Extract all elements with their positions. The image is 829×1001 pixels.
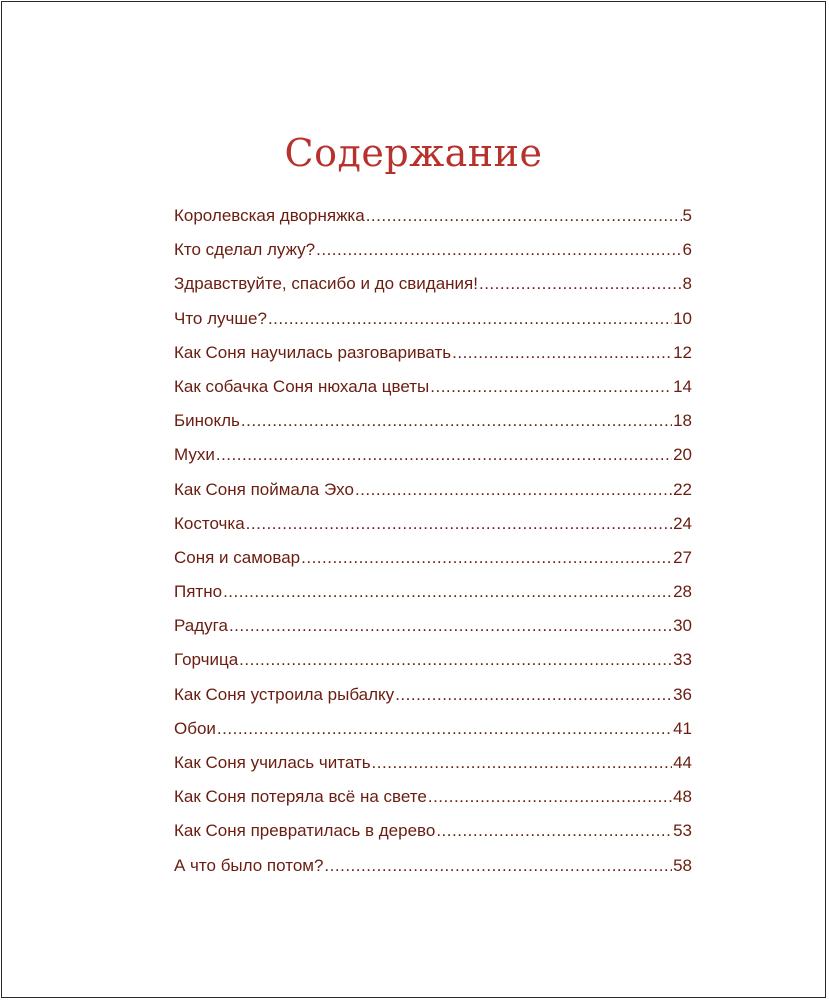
toc-entry: [174, 337, 692, 371]
toc-entry-title: Радуга: [174, 616, 228, 636]
dot-leader: [430, 377, 672, 397]
page-title: Содержание: [284, 131, 543, 175]
dot-leader: [217, 719, 672, 739]
dot-leader: [479, 274, 682, 294]
toc-entry: [174, 200, 692, 234]
toc-entry-title: Соня и самовар: [174, 547, 301, 567]
dot-leader: [324, 856, 672, 876]
toc-entry-page: 36: [673, 684, 692, 704]
toc-entry-page: 10: [673, 308, 692, 328]
toc-entry: [174, 576, 692, 610]
toc-entry: [174, 815, 692, 849]
toc-entry: [174, 234, 692, 268]
toc-entry-title: Косточка: [174, 513, 245, 533]
toc-entry: [174, 439, 692, 473]
toc-entry-title: Обои: [174, 718, 216, 738]
toc-entry-page: 28: [673, 582, 692, 602]
dot-leader: [239, 650, 672, 670]
toc-entry-title: Как Соня училась читать: [174, 753, 371, 772]
toc-entry-page: 48: [673, 787, 692, 807]
toc-entry-page: 33: [673, 650, 692, 670]
dot-leader: [229, 616, 672, 636]
dot-leader: [372, 753, 673, 773]
dot-leader: [452, 343, 672, 363]
dot-leader: [395, 685, 672, 705]
toc-entry: [174, 508, 692, 542]
toc-entry-title: Что лучше?: [174, 308, 267, 328]
toc-entry-title: Пятно: [174, 582, 223, 602]
toc-entry-page: 8: [682, 274, 692, 294]
toc-entry: [174, 713, 692, 747]
toc-entry: [174, 303, 692, 337]
toc-entry: [174, 644, 692, 678]
toc-entry-title: Как Соня устроила рыбалку: [174, 684, 395, 704]
toc-entry-page: 27: [673, 547, 692, 567]
toc-entry-page: 41: [673, 718, 692, 738]
toc-entry-title: Как Соня научилась разговаривать: [174, 342, 452, 362]
toc-entry-title: Как Соня потеряла всё на свете: [174, 787, 427, 807]
dot-leader: [428, 787, 672, 807]
toc-entry: [174, 474, 692, 508]
toc-entry: [174, 542, 692, 576]
toc-entry-page: 6: [682, 240, 692, 260]
toc-entry-title: Мухи: [174, 445, 215, 465]
toc-entry: [174, 610, 692, 644]
dot-leader: [216, 445, 672, 465]
toc-entry-page: 58: [673, 855, 692, 875]
toc-entry-title: Королевская дворняжка: [174, 206, 365, 225]
table-of-contents: [174, 200, 692, 884]
toc-entry-page: 24: [673, 513, 692, 533]
toc-entry: [174, 405, 692, 439]
toc-entry: [174, 781, 692, 815]
toc-entry-title: Как Соня поймала Эхо: [174, 479, 354, 499]
toc-entry-title: Здравствуйте, спасибо и до свидания!: [174, 274, 478, 294]
toc-entry-page: 53: [673, 821, 692, 841]
toc-entry-page: 14: [673, 376, 692, 396]
dot-leader: [316, 240, 681, 260]
toc-entry-page: 22: [673, 479, 692, 499]
toc-entry-page: 30: [673, 616, 692, 636]
toc-entry-page: 5: [682, 206, 692, 225]
dot-leader: [241, 411, 672, 431]
toc-entry-page: 18: [673, 411, 692, 431]
toc-entry-page: 12: [673, 342, 692, 362]
dot-leader: [223, 582, 672, 602]
toc-entry-page: 20: [673, 445, 692, 465]
toc-entry-page: 44: [673, 753, 692, 772]
dot-leader: [436, 821, 672, 841]
dot-leader: [246, 514, 672, 534]
toc-entry: [174, 268, 692, 302]
toc-entry-title: Как Соня превратилась в дерево: [174, 821, 436, 841]
toc-entry-title: Горчица: [174, 650, 239, 670]
toc-entry-title: Бинокль: [174, 411, 240, 431]
toc-entry: [174, 371, 692, 405]
book-page: [1, 1, 826, 998]
dot-leader: [268, 309, 672, 329]
toc-entry-title: Кто сделал лужу?: [174, 240, 316, 260]
toc-entry: [174, 850, 692, 884]
toc-entry-title: А что было потом?: [174, 855, 324, 875]
dot-leader: [366, 206, 682, 226]
toc-entry: [174, 679, 692, 713]
toc-entry: [174, 747, 692, 781]
dot-leader: [355, 480, 672, 500]
dot-leader: [301, 548, 672, 568]
toc-entry-title: Как собачка Соня нюхала цветы: [174, 376, 430, 396]
